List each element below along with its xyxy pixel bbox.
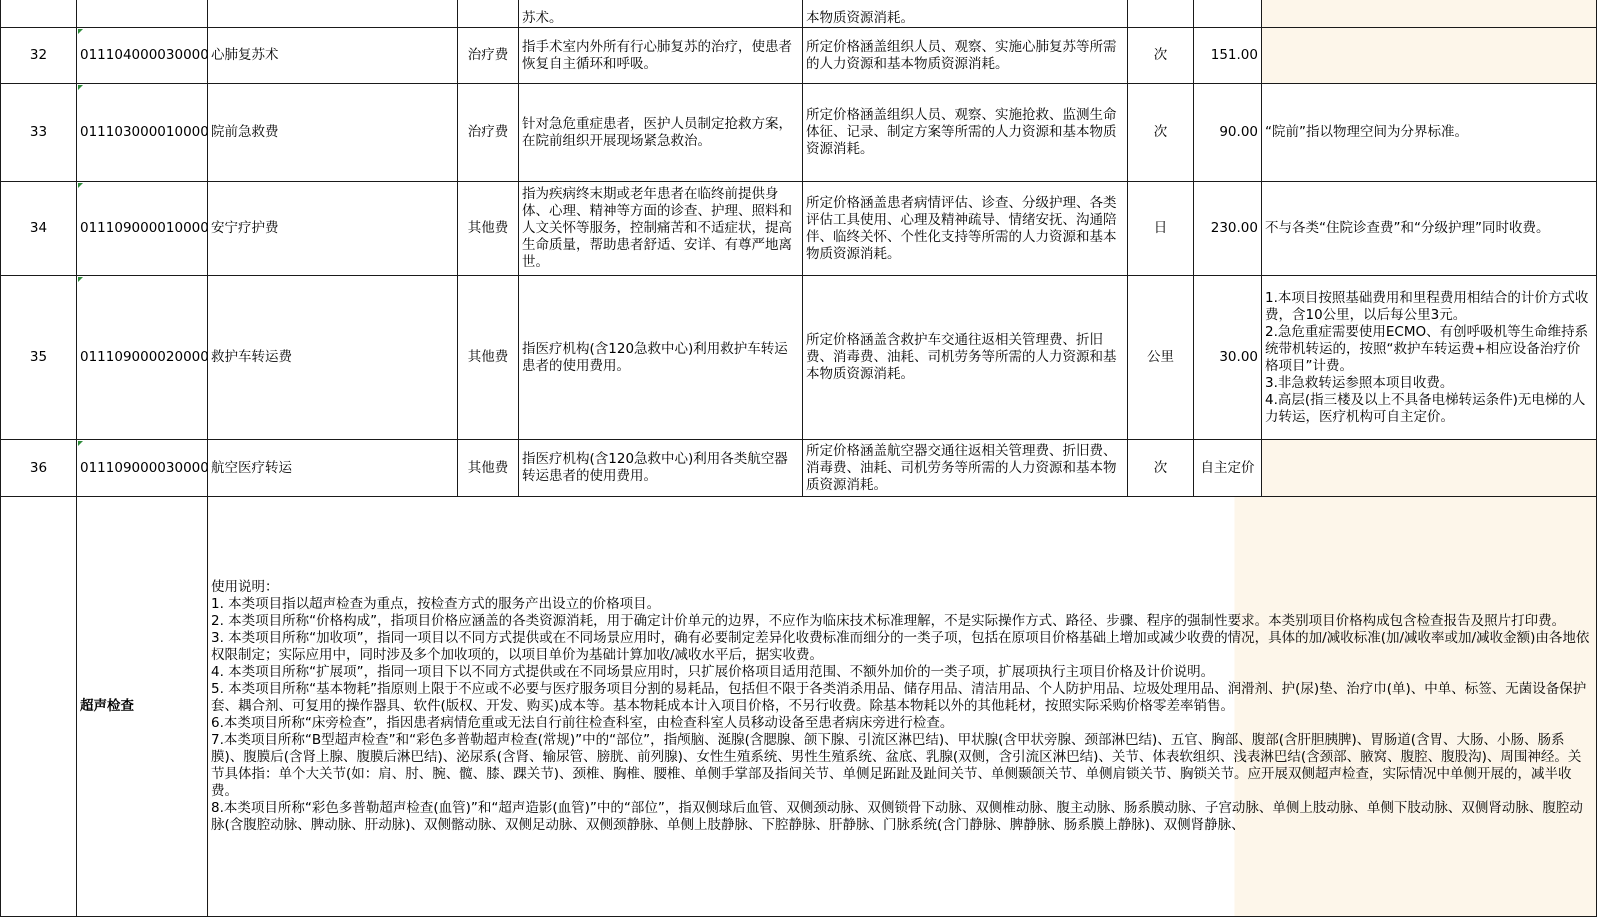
row-unit-cell[interactable] xyxy=(1128,28,1194,84)
row-number: 36 xyxy=(29,459,48,476)
item-name: 院前急救费 xyxy=(211,124,279,140)
row-unit-cell[interactable] xyxy=(1128,0,1194,28)
item-unit: 次 xyxy=(1153,459,1168,476)
row-note-cell[interactable] xyxy=(1262,440,1597,497)
row-price-cell[interactable] xyxy=(1194,0,1262,28)
pricing-text: 本物质资源消耗。 xyxy=(806,10,914,26)
section-num-cell[interactable] xyxy=(1,497,77,917)
section-instructions-cell[interactable] xyxy=(208,497,1597,917)
comment-marker-icon xyxy=(78,441,83,446)
row-name-cell[interactable] xyxy=(208,182,458,276)
row-code-cell[interactable] xyxy=(77,0,208,28)
item-unit: 次 xyxy=(1153,47,1168,63)
row-unit-cell[interactable] xyxy=(1128,440,1194,497)
note-line: 4.高层(指三楼及以上不具备电梯转运条件)无电梯的人力转运，医疗机构可自主定价。 xyxy=(1265,391,1586,425)
row-code-cell[interactable] xyxy=(77,182,208,276)
row-content-cell[interactable] xyxy=(519,276,803,440)
comment-marker-icon xyxy=(78,277,83,282)
note-line: 3.非急救转运参照本项目收费。 xyxy=(1265,374,1454,391)
row-unit-cell[interactable] xyxy=(1128,276,1194,440)
item-category: 其他费 xyxy=(467,220,509,236)
item-pricing: 所定价格涵盖航空器交通往返相关管理费、折旧费、消毒费、油耗、司机劳务等所需的人力资源和基本物质资源消耗。 xyxy=(806,442,1117,493)
row-category-cell[interactable] xyxy=(458,276,519,440)
item-name: 心肺复苏术 xyxy=(211,47,279,63)
row-category-cell[interactable] xyxy=(458,182,519,276)
item-unit: 次 xyxy=(1153,124,1168,140)
table-row xyxy=(1,84,1597,182)
item-price: 30.00 xyxy=(1219,349,1258,365)
item-code: 011109000030000 xyxy=(80,459,209,476)
item-content: 指医疗机构(含120急救中心)利用救护车转运患者的使用费用。 xyxy=(522,340,788,374)
item-pricing: 所定价格涵盖患者病情评估、诊查、分级护理、各类评估工具使用、心理及精神疏导、情绪安抚、沟通陪伴、临终关怀、个性化支持等所需的人力资源和基本物质资源消耗。 xyxy=(806,194,1117,262)
item-price: 230.00 xyxy=(1210,220,1258,236)
row-price-cell[interactable] xyxy=(1194,440,1262,497)
section-title: 超声检查 xyxy=(80,698,134,714)
item-price: 151.00 xyxy=(1210,47,1258,63)
item-name: 救护车转运费 xyxy=(211,349,292,365)
note-line: 2.急危重症需要使用ECMO、有创呼吸机等生命维持系统带机转运的，按照“救护车转运费+相应设备治疗价格项目”计费。 xyxy=(1265,323,1589,374)
row-pricing-cell[interactable] xyxy=(803,182,1128,276)
row-content-cell[interactable] xyxy=(519,440,803,497)
item-code: 011109000010000 xyxy=(80,220,209,236)
item-content: 指为疾病终末期或老年患者在临终前提供身体、心理、精神等方面的诊查、护理、照料和人文关怀等服务，控制痛苦和不适症状，提高生命质量，帮助患者舒适、安详、有尊严地离世。 xyxy=(522,186,792,270)
instruction-line: 8.本类项目所称“彩色多普勒超声检查(血管)”和“超声造影(血管)”中的“部位”，指双侧球后血管、双侧颈动脉、双侧锁骨下动脉、双侧椎动脉、腹主动脉、肠系膜动脉、子宫动脉、单侧上肢动脉、单侧下肢动脉、双侧肾动脉、腹腔动脉(含腹腔动脉、脾动脉、肝动脉)、双侧髂动脉、双侧足动脉、双侧颈静脉、单侧上肢静脉、下腔静脉、肝静脉、门脉系统(含门静脉、脾静脉、肠系膜上静脉)、双侧肾静脉、 xyxy=(211,800,1583,833)
row-num-cell[interactable] xyxy=(1,28,77,84)
row-name-cell[interactable] xyxy=(208,84,458,182)
row-note-cell[interactable] xyxy=(1262,182,1597,276)
item-content: 针对急危重症患者，医护人员制定抢救方案，在院前组织开展现场紧急救治。 xyxy=(522,115,792,149)
row-unit-cell[interactable] xyxy=(1128,84,1194,182)
item-price: 90.00 xyxy=(1219,124,1258,140)
note-line: 1.本项目按照基础费用和里程费用相结合的计价方式收费，含10公里，以后每公里3元。 xyxy=(1265,289,1589,323)
row-price-cell[interactable] xyxy=(1194,28,1262,84)
row-code-cell[interactable] xyxy=(77,84,208,182)
row-code-cell[interactable] xyxy=(77,28,208,84)
table-row xyxy=(1,182,1597,276)
content-text: 苏术。 xyxy=(522,10,563,26)
row-number: 32 xyxy=(29,47,48,63)
row-pricing-cell[interactable] xyxy=(803,84,1128,182)
row-content-cell[interactable] xyxy=(519,0,803,28)
row-note-cell[interactable] xyxy=(1262,276,1597,440)
comment-marker-icon xyxy=(78,183,83,188)
table-row xyxy=(1,0,1597,28)
row-name-cell[interactable] xyxy=(208,0,458,28)
row-name-cell[interactable] xyxy=(208,440,458,497)
row-name-cell[interactable] xyxy=(208,28,458,84)
row-code-cell[interactable] xyxy=(77,276,208,440)
item-note: “院前”指以物理空间为分界标准。 xyxy=(1265,124,1468,140)
comment-marker-icon xyxy=(78,85,83,90)
row-price-cell[interactable] xyxy=(1194,84,1262,182)
instruction-line: 6.本类项目所称“床旁检查”，指因患者病情危重或无法自行前往检查科室，由检查科室人员移动设备至患者病床旁进行检查。 xyxy=(211,715,954,731)
row-category-cell[interactable] xyxy=(458,440,519,497)
row-pricing-cell[interactable] xyxy=(803,276,1128,440)
instruction-line: 4. 本类项目所称“扩展项”，指同一项目下以不同方式提供或在不同场景应用时，只扩展价格项目适用范围、不额外加价的一类子项，扩展项执行主项目价格及计价说明。 xyxy=(211,664,1215,680)
item-pricing: 所定价格涵盖组织人员、观察、实施心肺复苏等所需的人力资源和基本物质资源消耗。 xyxy=(806,38,1117,72)
item-name: 安宁疗护费 xyxy=(211,220,279,236)
instruction-line: 5. 本类项目所称“基本物耗”指原则上限于不应或不必要与医疗服务项目分割的易耗品，包括但不限于各类消杀用品、储存用品、清洁用品、个人防护用品、垃圾处理用品、润滑剂、护(尿)垫、治疗巾(单)、中单、标签、无菌设备保护套、耦合剂、可复用的操作器具、软件(版权、开发、购买)成本等。基本物耗成本计入项目价格，不另行收费。除基本物耗以外的其他耗材，按照实际采购价格零差率销售。 xyxy=(211,681,1587,714)
item-code: 011104000030000 xyxy=(80,47,209,63)
item-code: 011103000010000 xyxy=(80,124,209,140)
item-name: 航空医疗转运 xyxy=(211,459,292,476)
instruction-line: 使用说明： xyxy=(211,579,279,595)
item-category: 治疗费 xyxy=(467,124,509,140)
item-note: 不与各类“住院诊查费”和“分级护理”同时收费。 xyxy=(1265,220,1550,236)
section-row xyxy=(1,497,1597,917)
table-row xyxy=(1,276,1597,440)
item-pricing: 所定价格涵盖组织人员、观察、实施抢救、监测生命体征、记录、制定方案等所需的人力资源和基本物质资源消耗。 xyxy=(806,107,1117,157)
section-label-cell[interactable] xyxy=(77,497,208,917)
row-pricing-cell[interactable] xyxy=(803,440,1128,497)
item-unit: 公里 xyxy=(1147,349,1174,365)
row-number: 33 xyxy=(29,124,48,140)
row-content-cell[interactable] xyxy=(519,84,803,182)
item-pricing: 所定价格涵盖含救护车交通往返相关管理费、折旧费、消毒费、油耗、司机劳务等所需的人力资源和基本物质资源消耗。 xyxy=(806,332,1117,382)
instruction-line: 2. 本类项目所称“价格构成”，指项目价格应涵盖的各类资源消耗，用于确定计价单元的边界，不应作为临床技术标准理解，不是实际操作方式、路径、步骤、程序的强制性要求。本类别项目价格构成包含检查报告及照片打印费。 xyxy=(211,613,1566,629)
item-content: 指医疗机构(含120急救中心)利用各类航空器转运患者的使用费用。 xyxy=(522,451,788,484)
item-content: 指手术室内外所有行心肺复苏的治疗，使患者恢复自主循环和呼吸。 xyxy=(522,38,792,72)
table-row xyxy=(1,28,1597,84)
instruction-line: 1. 本类项目指以超声检查为重点，按检查方式的服务产出设立的价格项目。 xyxy=(211,596,661,612)
row-code-cell[interactable] xyxy=(77,440,208,497)
row-price-cell[interactable] xyxy=(1194,276,1262,440)
row-num-cell[interactable] xyxy=(1,276,77,440)
row-unit-cell[interactable] xyxy=(1128,182,1194,276)
item-category: 治疗费 xyxy=(467,47,509,63)
row-note-cell[interactable] xyxy=(1262,28,1597,84)
item-unit: 日 xyxy=(1153,220,1168,236)
table-row xyxy=(1,440,1597,497)
item-category: 其他费 xyxy=(467,459,509,476)
row-content-cell[interactable] xyxy=(519,28,803,84)
comment-marker-icon xyxy=(78,29,83,34)
item-price: 自主定价 xyxy=(1200,459,1255,476)
row-note-cell[interactable] xyxy=(1262,84,1597,182)
row-category-cell[interactable] xyxy=(458,28,519,84)
row-content-cell[interactable] xyxy=(519,182,803,276)
row-number: 34 xyxy=(29,220,48,236)
item-category: 其他费 xyxy=(467,349,509,365)
row-name-cell[interactable] xyxy=(208,276,458,440)
row-num-cell[interactable] xyxy=(1,0,77,28)
row-note-cell[interactable] xyxy=(1262,0,1597,28)
item-code: 011109000020000 xyxy=(80,349,209,365)
row-num-cell[interactable] xyxy=(1,182,77,276)
row-num-cell[interactable] xyxy=(1,440,77,497)
instruction-line: 3. 本类项目所称“加收项”，指同一项目以不同方式提供或在不同场景应用时，确有必要制定差异化收费标准而细分的一类子项，包括在原项目价格基础上增加或减少收费的情况，具体的加/减收标准(加/减收率或加/减收金额)由各地依权限制定；实际应用中，同时涉及多个加收项的，以项目单价为基础计算加收/减收水平后，据实收费。 xyxy=(211,630,1590,663)
row-num-cell[interactable] xyxy=(1,84,77,182)
row-pricing-cell[interactable] xyxy=(803,0,1128,28)
row-price-cell[interactable] xyxy=(1194,182,1262,276)
row-category-cell[interactable] xyxy=(458,84,519,182)
instruction-line: 7.本类项目所称“B型超声检查”和“彩色多普勒超声检查(常规)”中的“部位”，指颅脑、涎腺(含腮腺、颌下腺、引流区淋巴结)、甲状腺(含甲状旁腺、颈部淋巴结)、五官、胸部、腹部(含肝胆胰脾)、胃肠道(含胃、大肠、小肠、肠系膜)、腹膜后(含肾上腺、腹膜后淋巴结)、泌尿系(含肾、输尿管、膀胱、前列腺)、女性生殖系统、男性生殖系统、盆底、乳腺(双侧，含引流区淋巴结)、关节、体表软组织、浅表淋巴结(含颈部、腋窝、腹腔、腹股沟)、周围神经。关节具体指：单个大关节(如：肩、肘、腕、髋、膝、踝关节)、颈椎、胸椎、腰椎、单侧手掌部及指间关节、单侧足跖趾及趾间关节、单侧颞颌关节、单侧肩锁关节、胸锁关节。应开展双侧超声检查，实际情况中单侧开展的，减半收费。 xyxy=(211,732,1582,799)
row-category-cell[interactable] xyxy=(458,0,519,28)
row-pricing-cell[interactable] xyxy=(803,28,1128,84)
row-number: 35 xyxy=(29,349,48,365)
